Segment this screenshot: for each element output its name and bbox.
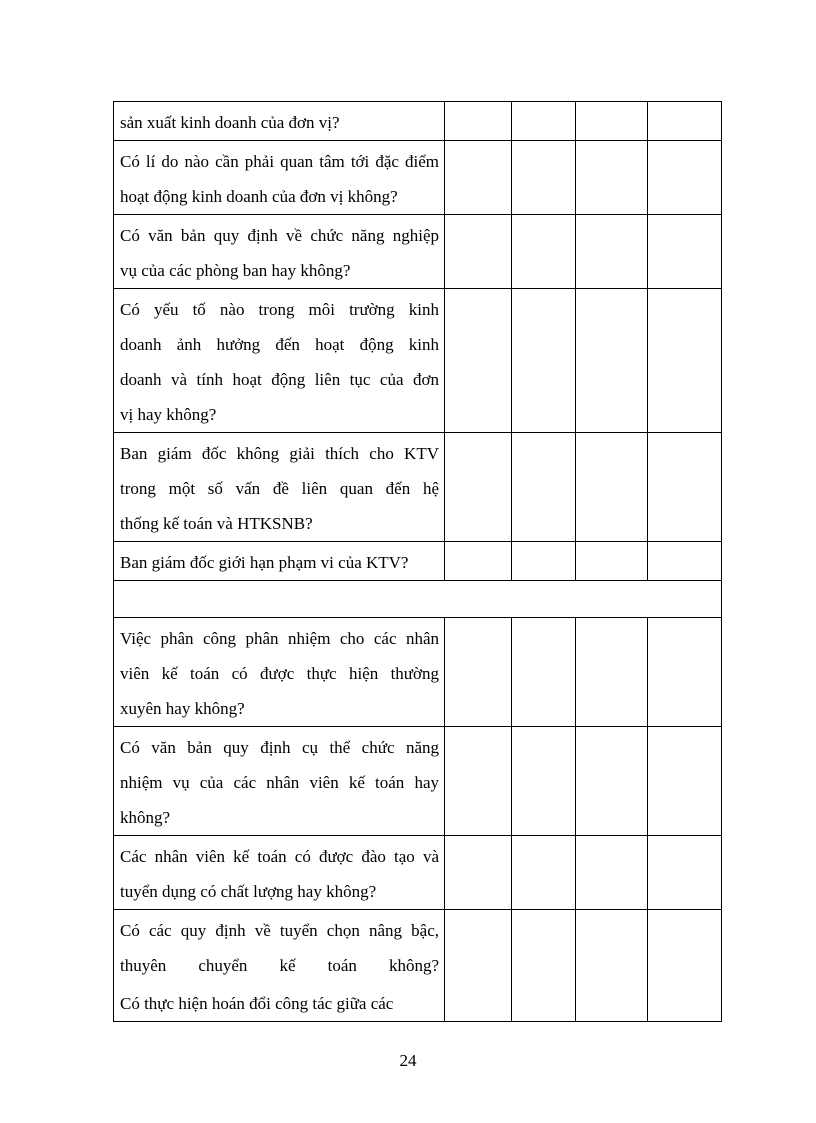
question-cell	[114, 910, 445, 1022]
table-row	[114, 289, 722, 433]
question-text-line: Có văn bản quy định cụ thể chức năng	[120, 738, 439, 757]
answer-cell[interactable]	[648, 836, 722, 910]
question-text-line: thống kế toán và HTKSNB?	[120, 514, 313, 533]
answer-cell[interactable]	[445, 618, 512, 727]
answer-cell[interactable]	[445, 727, 512, 836]
answer-cell[interactable]	[576, 289, 648, 433]
answer-cell[interactable]	[512, 542, 576, 581]
answer-cell[interactable]	[576, 141, 648, 215]
answer-cell[interactable]	[648, 727, 722, 836]
answer-cell[interactable]	[512, 618, 576, 727]
answer-cell[interactable]	[512, 215, 576, 289]
question-text-line: sản xuất kinh doanh của đơn vị?	[120, 113, 340, 132]
table-row	[114, 433, 722, 542]
question-cell	[114, 215, 445, 289]
answer-cell[interactable]	[445, 910, 512, 1022]
answer-cell[interactable]	[512, 727, 576, 836]
question-text-line: Có các quy định về tuyển chọn nâng bậc,	[120, 921, 439, 940]
answer-cell[interactable]	[648, 433, 722, 542]
question-cell	[114, 618, 445, 727]
question-text-line: Có thực hiện hoán đổi công tác giữa các	[120, 994, 394, 1013]
table-row	[114, 727, 722, 836]
page-number: 24	[399, 1051, 417, 1070]
question-text-line: hoạt động kinh doanh của đơn vị không?	[120, 187, 398, 206]
question-text-line: Có lí do nào cần phải quan tâm tới đặc điểm	[120, 152, 439, 171]
question-text-line: doanh ảnh hưởng đến hoạt động kinh	[120, 335, 439, 354]
question-cell	[114, 433, 445, 542]
table-row	[114, 836, 722, 910]
audit-checklist-table	[113, 101, 722, 1022]
question-text-line: Có yếu tố nào trong môi trường kinh	[120, 300, 439, 319]
table-row	[114, 215, 722, 289]
answer-cell[interactable]	[445, 141, 512, 215]
question-cell	[114, 289, 445, 433]
question-text-line: viên kế toán có được thực hiện thường	[120, 664, 439, 683]
answer-cell[interactable]	[648, 542, 722, 581]
answer-cell[interactable]	[576, 910, 648, 1022]
table-body	[114, 102, 722, 1022]
answer-cell[interactable]	[576, 727, 648, 836]
question-text-line: Các nhân viên kế toán có được đào tạo và	[120, 847, 439, 866]
answer-cell[interactable]	[576, 215, 648, 289]
answer-cell[interactable]	[445, 542, 512, 581]
question-text-line: Ban giám đốc giới hạn phạm vi của KTV?	[120, 553, 409, 572]
answer-cell[interactable]	[576, 433, 648, 542]
table-row	[114, 542, 722, 581]
question-text-line: Có văn bản quy định về chức năng nghiệp	[120, 226, 439, 245]
table-row	[114, 910, 722, 1022]
question-text-line: doanh và tính hoạt động liên tục của đơn	[120, 370, 439, 389]
answer-cell[interactable]	[512, 289, 576, 433]
answer-cell[interactable]	[648, 618, 722, 727]
question-text-line: không?	[120, 808, 171, 827]
question-text-line: thuyên chuyển kế toán không?	[120, 956, 439, 975]
answer-cell[interactable]	[512, 910, 576, 1022]
question-text-line: trong một số vấn đề liên quan đến hệ	[120, 479, 439, 498]
answer-cell[interactable]	[512, 141, 576, 215]
section-header-cell	[114, 581, 722, 618]
question-text-line: vị hay không?	[120, 405, 217, 424]
answer-cell[interactable]	[445, 215, 512, 289]
question-cell	[114, 141, 445, 215]
question-cell	[114, 102, 445, 141]
question-cell	[114, 836, 445, 910]
answer-cell[interactable]	[576, 836, 648, 910]
answer-cell[interactable]	[648, 215, 722, 289]
question-text-line: xuyên hay không?	[120, 699, 245, 718]
table-row	[114, 141, 722, 215]
table-row	[114, 618, 722, 727]
answer-cell[interactable]	[445, 289, 512, 433]
answer-cell[interactable]	[576, 542, 648, 581]
answer-cell[interactable]	[576, 102, 648, 141]
answer-cell[interactable]	[512, 102, 576, 141]
answer-cell[interactable]	[648, 102, 722, 141]
answer-cell[interactable]	[445, 836, 512, 910]
answer-cell[interactable]	[445, 433, 512, 542]
question-cell	[114, 727, 445, 836]
question-text-line: vụ của các phòng ban hay không?	[120, 261, 351, 280]
answer-cell[interactable]	[648, 910, 722, 1022]
question-cell	[114, 542, 445, 581]
answer-cell[interactable]	[512, 836, 576, 910]
question-text-line: Ban giám đốc không giải thích cho KTV	[120, 444, 439, 463]
table-row	[114, 102, 722, 141]
question-text-line: nhiệm vụ của các nhân viên kế toán hay	[120, 773, 439, 792]
answer-cell[interactable]	[445, 102, 512, 141]
answer-cell[interactable]	[576, 618, 648, 727]
answer-cell[interactable]	[512, 433, 576, 542]
question-text-line: Việc phân công phân nhiệm cho các nhân	[120, 629, 439, 648]
question-text-line: tuyển dụng có chất lượng hay không?	[120, 882, 377, 901]
answer-cell[interactable]	[648, 289, 722, 433]
answer-cell[interactable]	[648, 141, 722, 215]
section-row	[114, 581, 722, 618]
